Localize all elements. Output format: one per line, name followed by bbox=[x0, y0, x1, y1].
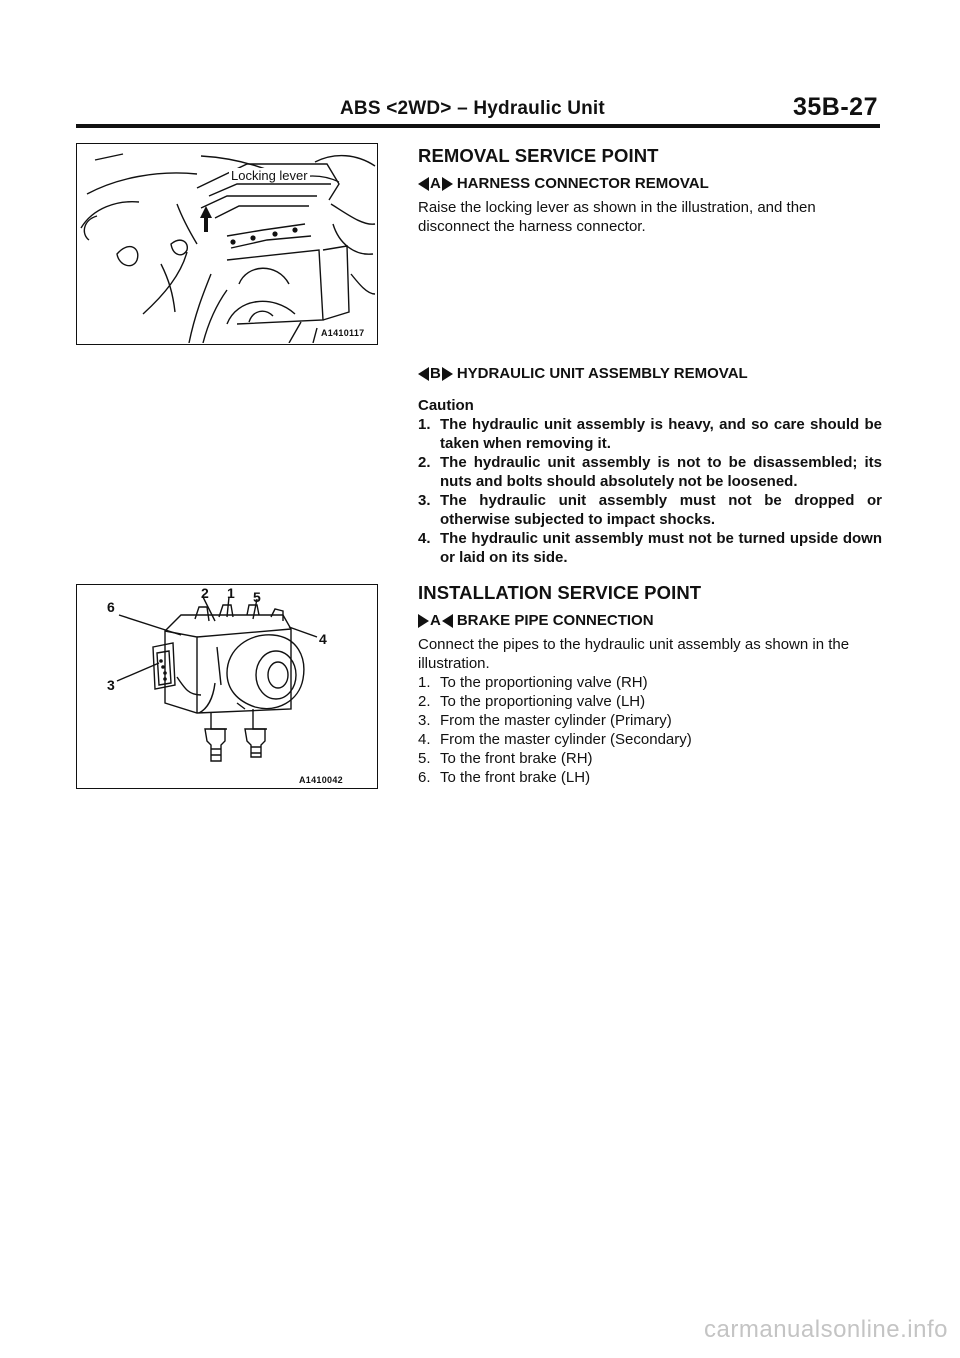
list-item: 3. The hydraulic unit assembly must not be dropped or otherwise subjected to impact shocks. bbox=[418, 492, 882, 528]
triangle-right-icon bbox=[442, 177, 453, 191]
hydraulic-removal-subhead bbox=[418, 364, 882, 384]
triangle-right-icon bbox=[442, 367, 453, 381]
caution-label: Caution bbox=[418, 397, 474, 414]
list-item: 1. To the proportioning valve (RH) bbox=[418, 674, 648, 691]
subhead-title: HYDRAULIC UNIT ASSEMBLY REMOVAL bbox=[456, 365, 748, 382]
list-item: 4. The hydraulic unit assembly must not be turned upside down or laid on its side. bbox=[418, 530, 882, 566]
callout-3: 3 bbox=[107, 677, 115, 693]
brake-pipe-subhead bbox=[418, 611, 882, 631]
list-item: 2. The hydraulic unit assembly is not to be disassembled; its nuts and bolts should absolutely not be loosened. bbox=[418, 454, 882, 490]
subhead-title: HARNESS CONNECTOR REMOVAL bbox=[456, 175, 709, 192]
hydraulic-removal-section bbox=[418, 364, 882, 567]
page-header-title: ABS <2WD> – Hydraulic Unit bbox=[340, 98, 605, 119]
locking-lever-illustration bbox=[77, 144, 376, 343]
service-point-symbol: A bbox=[430, 175, 441, 192]
list-item: 5. To the front brake (RH) bbox=[418, 750, 593, 767]
harness-connector-text: Raise the locking lever as shown in the illustration, and then disconnect the harness connector. bbox=[418, 199, 816, 235]
hydraulic-unit-figure bbox=[76, 584, 378, 789]
installation-section bbox=[418, 582, 882, 787]
locking-lever-label: Locking lever bbox=[231, 168, 308, 183]
hydraulic-unit-illustration bbox=[77, 585, 376, 787]
figure-code: A1410042 bbox=[299, 775, 343, 785]
removal-heading: REMOVAL SERVICE POINT bbox=[418, 145, 659, 166]
triangle-left-icon bbox=[418, 367, 429, 381]
callout-4: 4 bbox=[319, 631, 327, 647]
locking-lever-figure bbox=[76, 143, 378, 345]
harness-connector-subhead bbox=[418, 174, 882, 194]
list-item: 1. The hydraulic unit assembly is heavy, and so care should be taken when removing it. bbox=[418, 416, 882, 452]
list-item: 4. From the master cylinder (Secondary) bbox=[418, 731, 692, 748]
callout-1: 1 bbox=[227, 585, 235, 601]
service-point-symbol: A bbox=[430, 612, 441, 629]
watermark: carmanualsonline.info bbox=[704, 1316, 948, 1343]
list-item: 2. To the proportioning valve (LH) bbox=[418, 693, 646, 710]
triangle-right-icon bbox=[418, 614, 429, 628]
page-number: 35B-27 bbox=[793, 93, 878, 121]
header-rule bbox=[76, 124, 880, 128]
callout-6: 6 bbox=[107, 599, 115, 615]
service-point-symbol: B bbox=[430, 365, 441, 382]
caution-list bbox=[418, 415, 882, 567]
list-item: 3. From the master cylinder (Primary) bbox=[418, 712, 672, 729]
triangle-left-icon bbox=[418, 177, 429, 191]
installation-heading: INSTALLATION SERVICE POINT bbox=[418, 582, 702, 603]
figure-code: A1410117 bbox=[321, 328, 365, 338]
callout-2: 2 bbox=[201, 585, 209, 601]
brake-pipe-text: Connect the pipes to the hydraulic unit assembly as shown in the illustration. bbox=[418, 636, 850, 672]
pipe-connection-list bbox=[418, 673, 882, 787]
subhead-title: BRAKE PIPE CONNECTION bbox=[456, 612, 654, 629]
removal-section bbox=[418, 145, 882, 236]
triangle-left-icon bbox=[442, 614, 453, 628]
list-item: 6. To the front brake (LH) bbox=[418, 769, 591, 786]
callout-5: 5 bbox=[253, 589, 261, 605]
